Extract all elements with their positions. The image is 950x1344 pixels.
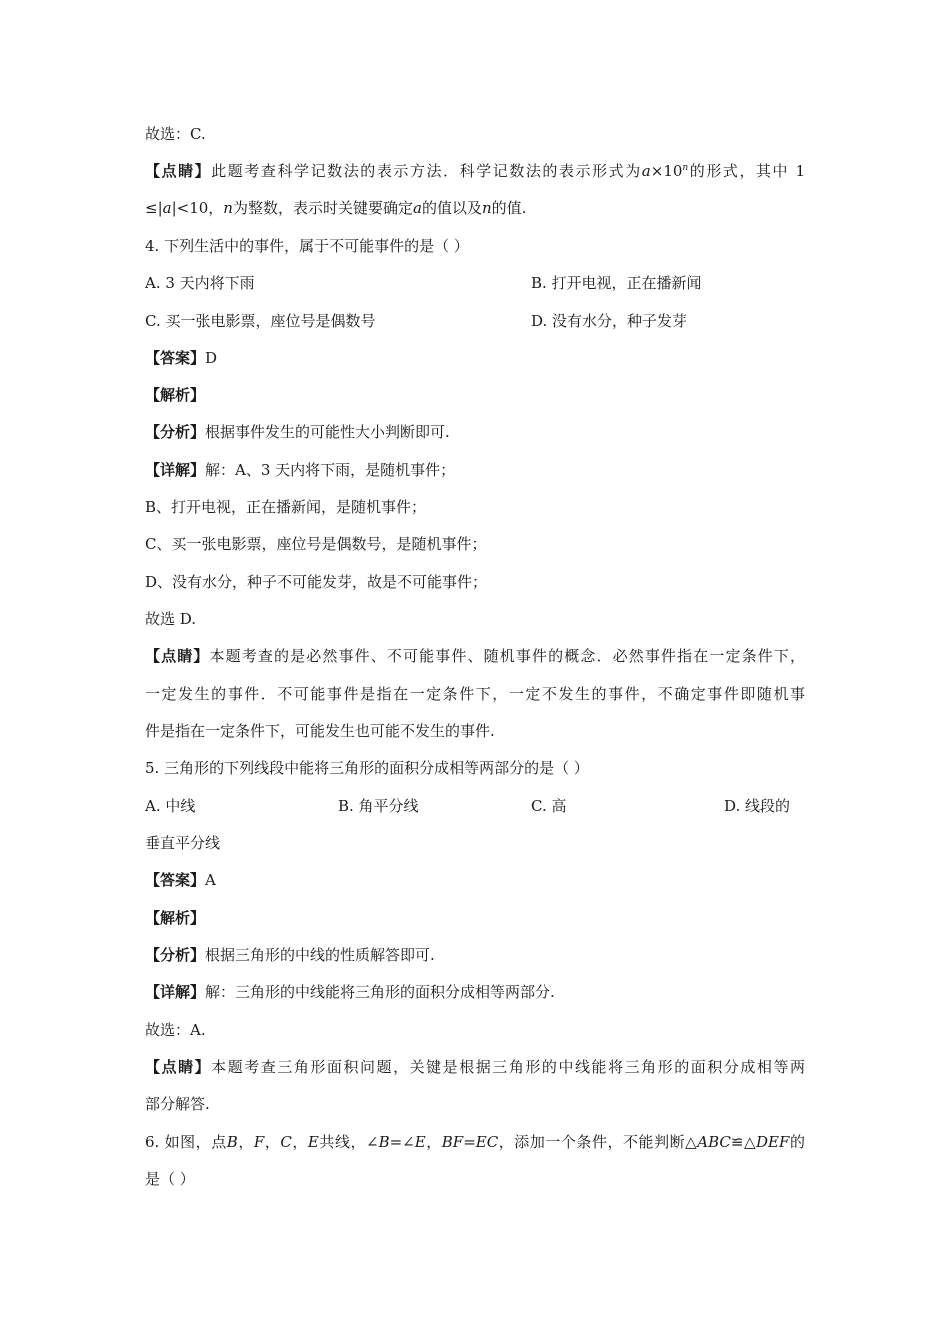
q4-option-b: B. 打开电视，正在播新闻 [531,274,702,292]
question-5: 5. 三角形的下列线段中能将三角形的面积分成相等两部分的是（ ） [145,759,589,777]
q4-option-c: C. 买一张电影票，座位号是偶数号 [145,312,376,330]
q4-xiangjie-c: C、买一张电影票，座位号是偶数号，是随机事件； [145,535,487,553]
q5-option-d: D. 线段的 [724,797,791,815]
q5-option-d-cont: 垂直平分线 [145,834,221,852]
q5-xiangjie: 【详解】解：三角形的中线能将三角形的面积分成相等两部分. [145,983,555,1001]
q4-xiangjie: 【详解】解：A、3 天内将下雨，是随机事件； [145,461,456,479]
q4-selection: 故选 D. [145,610,197,628]
question-6-cont: 是（ ） [145,1170,195,1188]
q4-dianjing: 【点睛】本题考查的是必然事件、不可能事件、随机事件的概念．必然事件指在一定条件下， [145,647,805,665]
q4-dianjing-2: 一定发生的事件．不可能事件是指在一定条件下，一定不发生的事件，不确定事件即随机事 [145,685,805,703]
q4-dianjing-3: 件是指在一定条件下，可能发生也可能不发生的事件. [145,722,495,740]
q5-jiexi: 【解析】 [145,909,206,927]
q5-dianjing-2: 部分解答. [145,1095,210,1113]
q5-dianjing: 【点睛】本题考查三角形面积问题，关键是根据三角形的中线能将三角形的面积分成相等两 [145,1058,805,1076]
q4-fenxi: 【分析】根据事件发生的可能性大小判断即可. [145,423,450,441]
q4-xiangjie-d: D、没有水分，种子不可能发芽，故是不可能事件； [145,573,488,591]
q5-option-a: A. 中线 [145,797,196,815]
q5-selection: 故选：A. [145,1021,206,1039]
selection-line: 故选：C. [145,125,206,143]
q4-jiexi: 【解析】 [145,386,206,404]
question-6: 6. 如图，点B，F，C，E共线，∠B=∠E，BF=EC，添加一个条件，不能判断△ABC≌△DEF的 [145,1133,805,1151]
q4-xiangjie-b: B、打开电视，正在播新闻，是随机事件； [145,498,427,516]
q5-option-c: C. 高 [531,797,567,815]
question-4: 4. 下列生活中的事件，属于不可能事件的是（ ） [145,237,469,255]
q5-fenxi: 【分析】根据三角形的中线的性质解答即可. [145,946,435,964]
q5-option-b: B. 角平分线 [338,797,419,815]
dianjing-line: 【点睛】此题考查科学记数法的表示方法．科学记数法的表示形式为$a\times 10^n$的形式，其中 1 [145,162,805,180]
q4-answer: 【答案】D [145,349,218,367]
q4-option-a: A. 3 天内将下雨 [145,274,255,292]
dianjing-line-cont: ≤|a|<10，n为整数，表示时关键要确定a的值以及n的值. [145,199,527,217]
q5-answer: 【答案】A [145,871,216,889]
q4-option-d: D. 没有水分，种子发芽 [531,312,688,330]
